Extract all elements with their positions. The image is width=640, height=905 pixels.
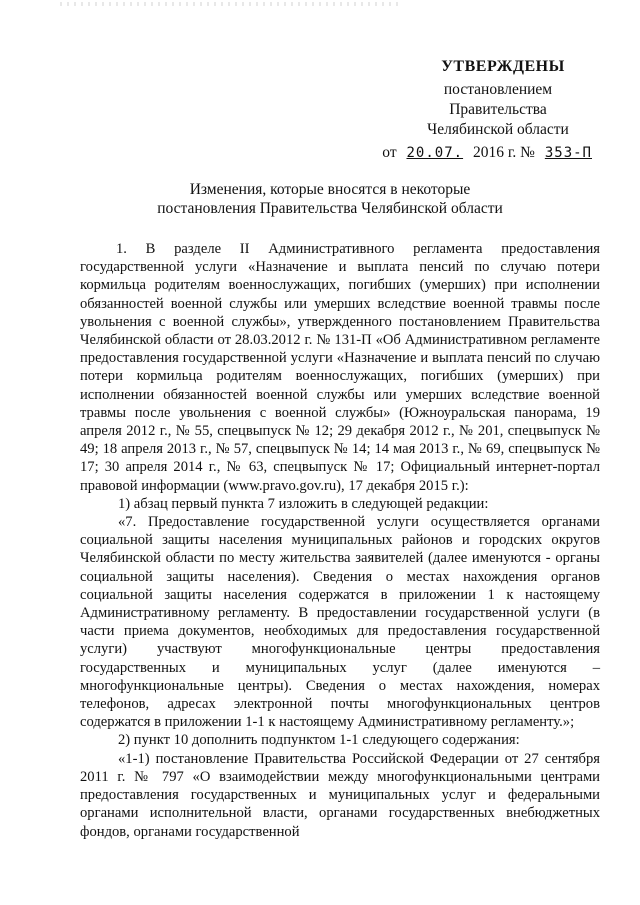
handwritten-date: 20.07. — [406, 145, 464, 161]
title-line-1: Изменения, которые вносятся в некоторые — [189, 181, 471, 198]
paragraph-3: «7. Предоставление государственной услуги осуществляется органами социальной защиты населения муниципальных районов и городских округов Челябинской области по месту жительства заявителей (далее именуются - органы социальной защиты населения). Сведения о местах нахождения органов социальной защиты населения содержатся в приложении 1 к настоящему Административному регламенту. В предоставлении государственной услуги (в части приема документов, необходимых для предоставления государственной услуги) участвуют многофункциональные центры предоставления государственных и муниципальных услуг (далее именуются – многофункциональные центры). Сведения о местах нахождения, номерах телефонов, адресах электронной почты многофункциональных центров содержатся в приложении 1-1 к настоящему Административному регламенту.»; — [80, 514, 600, 731]
approval-date-line — [378, 142, 598, 164]
title-line-2: постановления Правительства Челябинской области — [157, 200, 503, 217]
approval-line-2: Челябинской области — [427, 121, 569, 138]
paragraph-1: 1. В разделе II Административного регламента предоставления государственной услуги «Назначение и выплата пенсий по случаю потери кормильца родителям военнослужащих, погибших (умерших) при исполнении обязанностей военной службы или умерших вследствие военной травмы после увольнения с военной службы», утвержденного постановлением Правительства Челябинской области от 28.03.2012 г. № 131-П «Об Административном регламенте предоставления государственной услуги «Назначение и выплата пенсий по случаю потери кормильца родителям военнослужащих, погибших (умерших) при исполнении обязанностей военной службы или умерших вследствие военной травмы после увольнения с военной службы» (Южноуральская панорама, 19 апреля 2012 г., № 55, спецвыпуск № 12; 29 декабря 2012 г., № 201, спецвыпуск № 49; 18 апреля 2013 г., № 57, спецвыпуск № 14; 14 мая 2013 г., № 69, спецвыпуск № 17; 30 апреля 2014 г., № 63, спецвыпуск № 17; Официальный интернет-портал правовой информации (www.pravo.gov.ru), 17 декабря 2015 г.): — [80, 241, 600, 494]
approval-stamp-block — [378, 58, 598, 164]
scan-artifact — [60, 2, 400, 6]
document-body — [80, 240, 600, 841]
approval-line-1: постановлением Правительства — [443, 81, 553, 118]
date-prefix: от — [382, 144, 397, 161]
paragraph-4: 2) пункт 10 дополнить подпунктом 1-1 следующего содержания: — [118, 732, 520, 749]
document-title — [80, 180, 580, 218]
approval-heading: УТВЕРЖДЕНЫ — [441, 58, 565, 75]
paragraph-5: «1-1) постановление Правительства Российской Федерации от 27 сентября 2011 г. № 797 «О взаимодействии между многофункциональными центрами предоставления государственных и муниципальных услуг и федеральными органами исполнительной власти, органами государственных внебюджетных фондов, органами государственной — [80, 750, 600, 840]
date-year: 2016 г. № — [472, 144, 535, 161]
paragraph-2: 1) абзац первый пункта 7 изложить в следующей редакции: — [118, 495, 489, 512]
handwritten-number: 353-П — [544, 145, 592, 161]
